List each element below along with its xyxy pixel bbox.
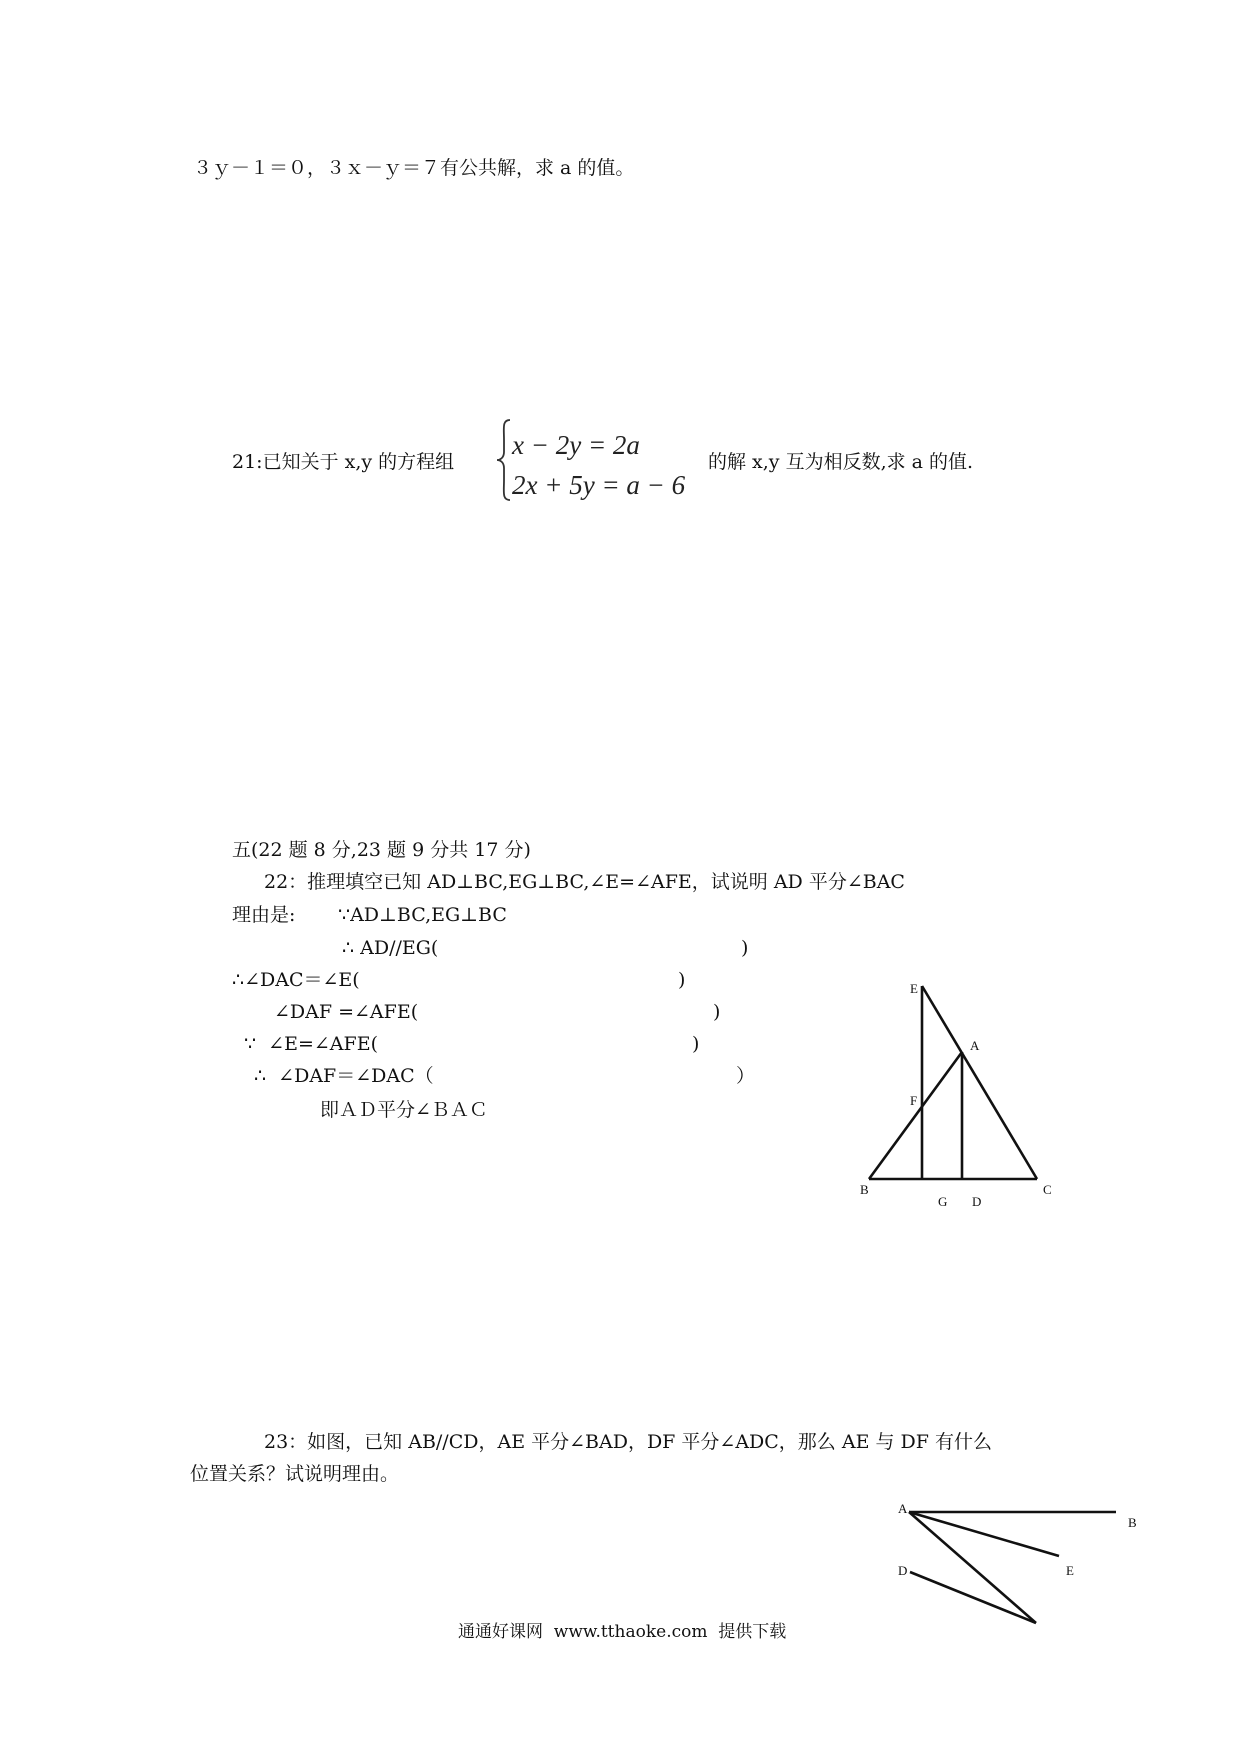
q23-line-2: 位置关系？试说明理由。 xyxy=(190,1463,400,1485)
q23-parallel-figure xyxy=(895,1501,1155,1655)
label-G: G xyxy=(938,1194,948,1209)
q22-step-2-close: ) xyxy=(741,937,749,959)
segment-AC xyxy=(909,1512,1036,1623)
label-F: F xyxy=(910,1093,918,1108)
segment-AE xyxy=(909,1512,1059,1556)
q22-step-5: ∵ ∠E=∠AFE( xyxy=(244,1033,378,1055)
q22-conclusion: 即ＡＤ平分∠ＢＡＣ xyxy=(320,1099,488,1121)
segment-BA xyxy=(869,1052,962,1179)
label-A: A xyxy=(898,1501,908,1516)
q22-step-6: ∴ ∠DAF＝∠DAC（ xyxy=(254,1065,434,1087)
q22-triangle-figure xyxy=(858,980,1068,1210)
label-D: D xyxy=(898,1563,908,1578)
q22-step-4: ∠DAF =∠AFE( xyxy=(274,1001,419,1023)
footer-text: 通通好课网 www.tthaoke.com 提供下载 xyxy=(458,1622,787,1642)
q22-step-3: ∴∠DAC＝∠E( xyxy=(232,969,360,991)
q23-line-1: 23：如图，已知 AB//CD，AE 平分∠BAD，DF 平分∠ADC，那么 AE 与 DF 有什么 xyxy=(264,1431,992,1453)
label-D: D xyxy=(972,1194,982,1209)
label-A: A xyxy=(970,1038,980,1053)
label-B: B xyxy=(1128,1515,1137,1530)
q22-step-3-close: ) xyxy=(678,969,686,991)
equation-line-1: x − 2y = 2a xyxy=(512,430,640,460)
label-B: B xyxy=(860,1182,869,1197)
label-E: E xyxy=(910,981,918,996)
section-5-heading: 五(22 题 8 分,23 题 9 分共 17 分) xyxy=(232,839,531,861)
q22-step-5-close: ) xyxy=(692,1033,700,1055)
label-C: C xyxy=(1043,1182,1052,1197)
q22-reason-label: 理由是: xyxy=(232,904,296,926)
q22-step-2: ∴ AD//EG( xyxy=(342,937,439,959)
q22-step-6-close: ） xyxy=(736,1065,756,1087)
q22-step-4-close: ) xyxy=(713,1001,721,1023)
label-E: E xyxy=(1066,1563,1074,1578)
equation-line-2: 2x + 5y = a − 6 xyxy=(512,470,686,500)
q21-suffix: 的解 x,y 互为相反数,求 a 的值. xyxy=(708,451,974,473)
segment-DC xyxy=(910,1572,1036,1623)
q20-tail-text: ３ｙ－１＝０，３ｘ－ｙ＝７有公共解，求 a 的值。 xyxy=(193,157,635,179)
q21-prefix: 21:已知关于 x,y 的方程组 xyxy=(232,451,455,473)
q22-stem: 22：推理填空已知 AD⊥BC,EG⊥BC,∠E=∠AFE，试说明 AD 平分∠BAC xyxy=(264,871,905,893)
q22-step-1: ∵AD⊥BC,EG⊥BC xyxy=(338,904,507,926)
